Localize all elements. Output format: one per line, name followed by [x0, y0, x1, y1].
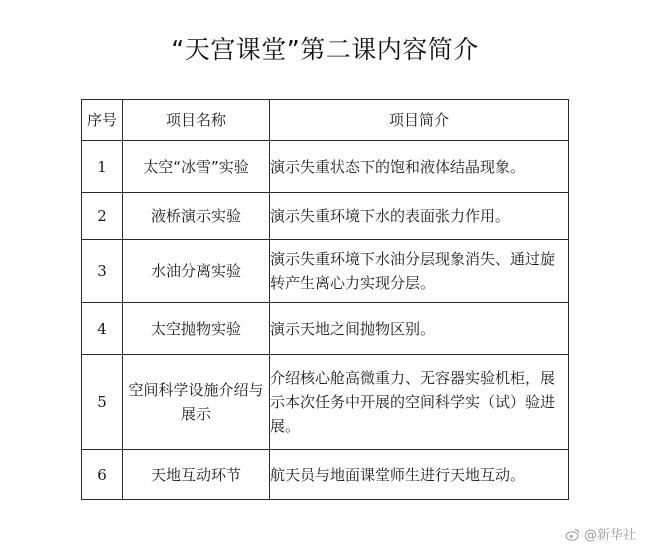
weibo-icon	[565, 526, 581, 542]
row-number: 5	[82, 355, 123, 450]
row-number: 3	[82, 240, 123, 303]
project-description: 演示失重环境下水的表面张力作用。	[270, 193, 569, 240]
project-name: 太空抛物实验	[123, 303, 270, 355]
project-description: 演示失重状态下的饱和液体结晶现象。	[270, 141, 569, 193]
header-desc: 项目简介	[270, 100, 569, 141]
header-no: 序号	[82, 100, 123, 141]
course-content-table	[81, 99, 569, 500]
table-row	[82, 193, 569, 240]
project-name: 天地互动环节	[123, 450, 270, 500]
header-name: 项目名称	[123, 100, 270, 141]
watermark	[565, 524, 636, 543]
table-row	[82, 240, 569, 303]
project-description: 演示天地之间抛物区别。	[270, 303, 569, 355]
page-title: “天宫课堂”第二课内容简介	[171, 35, 479, 64]
table-row	[82, 355, 569, 450]
project-name: 液桥演示实验	[123, 193, 270, 240]
project-name: 太空“冰雪”实验	[123, 141, 270, 193]
table-row	[82, 141, 569, 193]
project-description: 介绍核心舱高微重力、无容器实验机柜，展示本次任务中开展的空间科学实（试）验进展。	[270, 355, 569, 450]
table-row	[82, 303, 569, 355]
project-description: 演示失重环境下水油分层现象消失、通过旋转产生离心力实现分层。	[270, 240, 569, 303]
project-description: 航天员与地面课堂师生进行天地互动。	[270, 450, 569, 500]
project-name: 水油分离实验	[123, 240, 270, 303]
project-name: 空间科学设施介绍与展示	[123, 355, 270, 450]
table-row	[82, 450, 569, 500]
watermark-text: @新华社	[583, 528, 636, 543]
table-header-row	[82, 100, 569, 141]
row-number: 1	[82, 141, 123, 193]
row-number: 4	[82, 303, 123, 355]
row-number: 6	[82, 450, 123, 500]
row-number: 2	[82, 193, 123, 240]
